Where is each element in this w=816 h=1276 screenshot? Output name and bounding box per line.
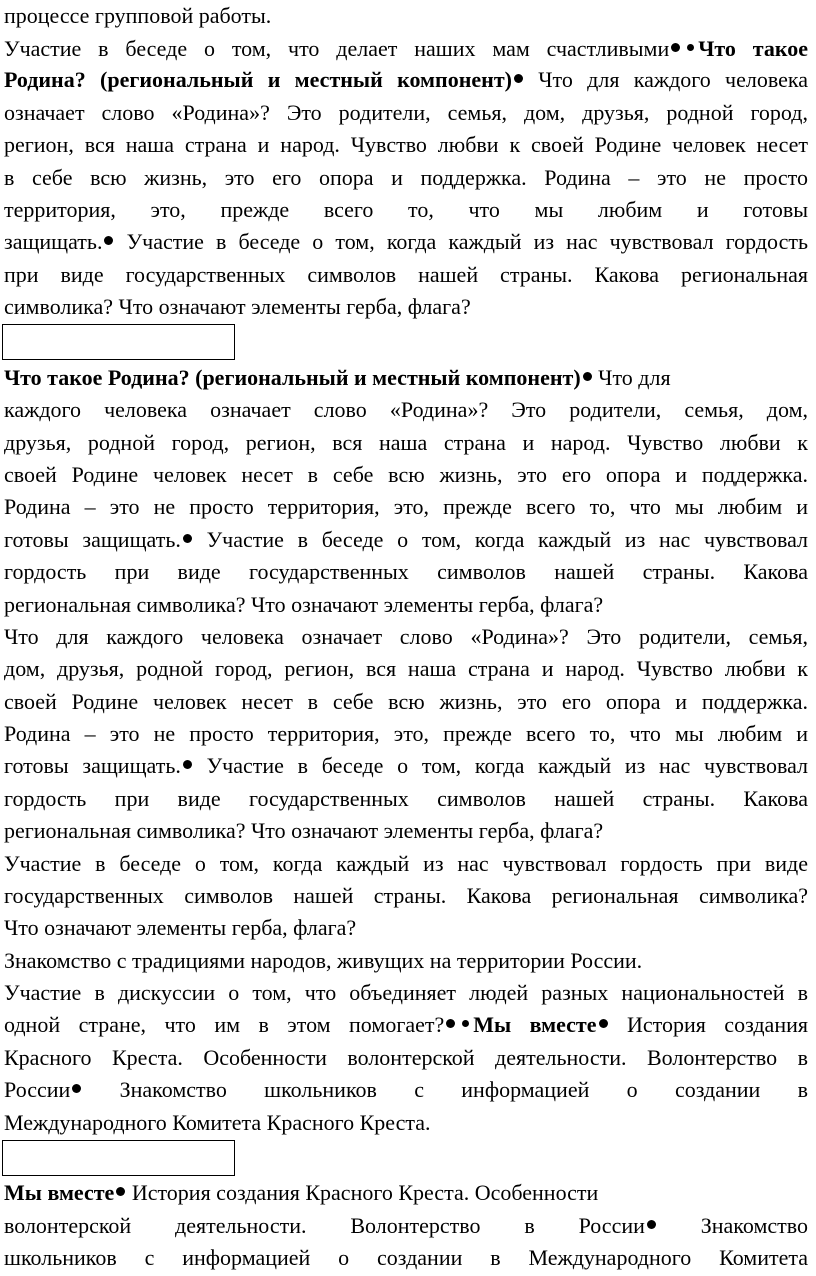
text-line (4, 1210, 808, 1241)
text-line (4, 491, 808, 522)
text-span: Родина – это не просто территория, это, прежде всего то, что мы любим и (4, 494, 808, 519)
bullet-icon (462, 1020, 469, 1027)
text-line (4, 194, 808, 225)
text-span: Что для каждого человека означает слово «Родина»? Это родители, семья, (4, 624, 808, 649)
text-line (4, 162, 808, 193)
text-line (4, 64, 808, 95)
text-span: Международного Комитета Красного Креста. (4, 1110, 431, 1135)
text-line (4, 362, 808, 393)
text-span: процессе групповой работы. (4, 3, 272, 28)
text-line (4, 459, 808, 490)
text-line (4, 427, 808, 458)
text-span: территория, это, прежде всего то, что мы любим и готовы (4, 197, 808, 222)
text-span: Участие в дискуссии о том, что объединяет людей разных национальностей в (4, 980, 808, 1005)
text-line (4, 129, 808, 160)
text-line (4, 945, 808, 976)
text-line (4, 848, 808, 879)
bullet-icon (183, 534, 192, 543)
text-span: Знакомство с традициями народов, живущих на территории России. (4, 948, 643, 973)
text-line (4, 0, 808, 31)
bullet-icon (583, 372, 592, 381)
text-span: История создания Красного Креста. Особенности (126, 1180, 599, 1205)
text-span: Что для (592, 365, 671, 390)
text-line (4, 621, 808, 652)
bullet-icon (671, 43, 680, 52)
text-span: России (4, 1077, 71, 1102)
text-span: гордость при виде государственных символов нашей страны. Какова (4, 786, 808, 811)
text-span: своей Родине человек несет в себе всю жизнь, это его опора и поддержка. (4, 462, 808, 487)
text-line (4, 226, 808, 257)
text-span: Родина – это не просто территория, это, прежде всего то, что мы любим и (4, 721, 808, 746)
text-span: школьников с информацией о создании в Международного Комитета (4, 1245, 808, 1270)
text-span: государственных символов нашей страны. Какова региональная символика? (4, 883, 808, 908)
text-line (4, 1242, 808, 1273)
text-span: готовы защищать. (4, 527, 181, 552)
bold-heading-span: Что такое (698, 36, 808, 61)
text-span: Знакомство школьников с информацией о создании в (82, 1077, 808, 1102)
text-line (4, 718, 808, 749)
text-span: Участие в беседе о том, когда каждый из нас чувствовал (192, 527, 809, 552)
text-line (4, 1074, 808, 1105)
text-span: защищать. (4, 229, 103, 254)
text-span: своей Родине человек несет в себе всю жизнь, это его опора и поддержка. (4, 689, 808, 714)
bold-heading-span: Родина? (региональный и местный компонент) (4, 67, 512, 92)
bullet-icon (599, 1019, 608, 1028)
text-span: Участие в беседе о том, когда каждый из нас чувствовал гордость при виде (4, 851, 808, 876)
text-line (4, 880, 808, 911)
text-line (4, 912, 808, 943)
bold-heading-span: Что такое Родина? (региональный и местный компонент) (4, 365, 581, 390)
text-span: Знакомство (656, 1213, 808, 1238)
text-line (4, 33, 808, 64)
bullet-icon (446, 1019, 455, 1028)
text-span: каждого человека означает слово «Родина»? Это родители, семья, дом, (4, 397, 808, 422)
text-line (4, 259, 808, 290)
text-span: при виде государственных символов нашей страны. Какова региональная (4, 262, 808, 287)
text-line (4, 589, 808, 620)
text-line (4, 1177, 808, 1208)
bullet-icon (514, 74, 523, 83)
text-span: региональная символика? Что означают элементы герба, флага? (4, 592, 604, 617)
text-line (4, 653, 808, 684)
text-span: одной стране, что им в этом помогает? (4, 1012, 445, 1037)
text-line (4, 291, 808, 322)
text-span: История создания (608, 1012, 808, 1037)
text-line (4, 1009, 808, 1040)
text-line (4, 97, 808, 128)
bold-heading-span: Мы вместе (4, 1180, 115, 1205)
bullet-icon (647, 1220, 656, 1229)
text-line (4, 783, 808, 814)
text-span: гордость при виде государственных символов нашей страны. Какова (4, 559, 808, 584)
text-span: Участие в беседе о том, что делает наших мам счастливыми (4, 36, 670, 61)
text-line (4, 750, 808, 781)
text-line (4, 977, 808, 1008)
text-span: Красного Креста. Особенности волонтерской деятельности. Волонтерство в (4, 1045, 808, 1070)
bold-heading-span: Мы вместе (473, 1012, 597, 1037)
text-span: означает слово «Родина»? Это родители, семья, дом, друзья, родной город, (4, 100, 808, 125)
text-span: Что означают элементы герба, флага? (4, 915, 357, 940)
bullet-icon (104, 236, 113, 245)
text-span: в себе всю жизнь, это его опора и поддержка. Родина – это не просто (4, 165, 808, 190)
text-span: символика? Что означают элементы герба, флага? (4, 294, 471, 319)
bullet-icon (687, 44, 694, 51)
text-line (4, 1042, 808, 1073)
empty-box (2, 324, 235, 360)
text-span: Участие в беседе о том, когда каждый из нас чувствовал гордость (114, 229, 808, 254)
text-span: Участие в беседе о том, когда каждый из нас чувствовал (192, 753, 809, 778)
text-line (4, 1107, 808, 1138)
text-line (4, 524, 808, 555)
text-span: волонтерской деятельности. Волонтерство в России (4, 1213, 645, 1238)
bullet-icon (72, 1084, 81, 1093)
empty-box (2, 1140, 235, 1176)
text-line (4, 815, 808, 846)
bullet-icon (183, 760, 192, 769)
text-line (4, 686, 808, 717)
text-span: дом, друзья, родной город, регион, вся наша страна и народ. Чувство любви к (4, 656, 808, 681)
bullet-icon (116, 1187, 125, 1196)
text-span: готовы защищать. (4, 753, 181, 778)
text-span: региональная символика? Что означают элементы герба, флага? (4, 818, 604, 843)
text-span: Что для каждого человека (523, 67, 809, 92)
text-span: друзья, родной город, регион, вся наша страна и народ. Чувство любви к (4, 430, 808, 455)
text-line (4, 394, 808, 425)
text-span: регион, вся наша страна и народ. Чувство любви к своей Родине человек несет (4, 132, 808, 157)
text-line (4, 556, 808, 587)
